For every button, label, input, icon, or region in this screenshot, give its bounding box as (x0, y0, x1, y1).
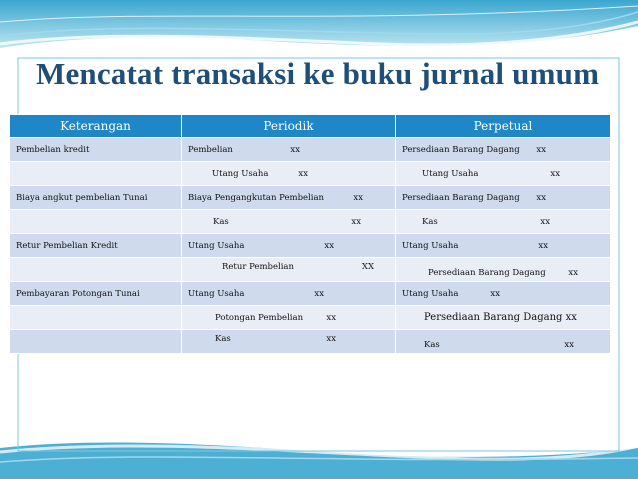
header-keterangan: Keterangan (10, 115, 182, 138)
cell-perpetual (396, 282, 611, 306)
periodik-value: xx (326, 312, 336, 323)
cell-periodik (182, 282, 396, 306)
perpetual-account: Persediaan Barang Dagang xx (424, 312, 577, 323)
perpetual-account: Persediaan Barang Dagang (402, 192, 520, 203)
perpetual-value: xx (536, 192, 546, 203)
cell-keterangan: Biaya angkut pembelian Tunai (10, 186, 182, 210)
perpetual-value: xx (564, 339, 574, 350)
periodik-value: xx (324, 240, 334, 251)
cell-periodik (182, 162, 396, 186)
perpetual-value: xx (568, 267, 578, 278)
cell-keterangan (10, 210, 182, 234)
periodik-account: Biaya Pengangkutan Pembelian (188, 192, 325, 203)
periodik-account: Utang Usaha (188, 288, 245, 299)
cell-keterangan (10, 162, 182, 186)
cell-perpetual (396, 258, 611, 282)
table-row (10, 282, 611, 306)
header-periodik: Periodik (182, 115, 396, 138)
perpetual-account: Kas (422, 216, 438, 227)
perpetual-value: xx (538, 240, 548, 251)
periodik-value: xx (326, 333, 336, 344)
cell-perpetual (396, 186, 611, 210)
cell-keterangan: Pembelian kredit (10, 138, 182, 162)
table-row (10, 330, 611, 354)
cell-periodik (182, 210, 396, 234)
cell-perpetual (396, 210, 611, 234)
perpetual-account: Persediaan Barang Dagang (402, 144, 520, 155)
header-perpetual: Perpetual (396, 115, 611, 138)
table-row (10, 306, 611, 330)
periodik-account: Utang Usaha (212, 168, 269, 179)
table-row (10, 210, 611, 234)
cell-keterangan: Pembayaran Potongan Tunai (10, 282, 182, 306)
periodik-value: XX (361, 261, 374, 272)
page-title: Mencatat transaksi ke buku jurnal umum (36, 56, 600, 91)
table-row (10, 162, 611, 186)
perpetual-value: xx (536, 144, 546, 155)
periodik-account: Retur Pembelian (222, 261, 294, 272)
perpetual-account: Utang Usaha (402, 240, 459, 251)
table-row (10, 186, 611, 210)
periodik-account: Kas (215, 333, 231, 344)
cell-periodik (182, 138, 396, 162)
periodik-account: Pembelian (188, 144, 233, 155)
cell-perpetual (396, 330, 611, 354)
table-row (10, 138, 611, 162)
cell-keterangan: Retur Pembelian Kredit (10, 234, 182, 258)
cell-keterangan (10, 306, 182, 330)
cell-perpetual (396, 234, 611, 258)
periodik-account: Kas (213, 216, 229, 227)
perpetual-value: xx (550, 168, 560, 179)
cell-keterangan (10, 258, 182, 282)
cell-perpetual (396, 306, 611, 330)
periodik-value: xx (290, 144, 300, 155)
cell-periodik (182, 258, 396, 282)
cell-periodik (182, 186, 396, 210)
journal-table (9, 114, 611, 354)
cell-periodik (182, 330, 396, 354)
perpetual-value: xx (540, 216, 550, 227)
cell-perpetual (396, 162, 611, 186)
perpetual-account: Utang Usaha (422, 168, 479, 179)
perpetual-account: Persediaan Barang Dagang (428, 267, 546, 278)
cell-periodik (182, 234, 396, 258)
table-header-row (10, 115, 611, 138)
perpetual-value: xx (490, 288, 500, 299)
periodik-value: xx (314, 288, 324, 299)
table-row (10, 258, 611, 282)
cell-periodik (182, 306, 396, 330)
periodik-value: xx (353, 192, 363, 203)
table-row (10, 234, 611, 258)
periodik-value: xx (298, 168, 308, 179)
cell-keterangan (10, 330, 182, 354)
periodik-account: Utang Usaha (188, 240, 245, 251)
perpetual-account: Kas (424, 339, 440, 350)
periodik-account: Potongan Pembelian (215, 312, 304, 323)
cell-perpetual (396, 138, 611, 162)
perpetual-account: Utang Usaha (402, 288, 459, 299)
periodik-value: xx (351, 216, 361, 227)
